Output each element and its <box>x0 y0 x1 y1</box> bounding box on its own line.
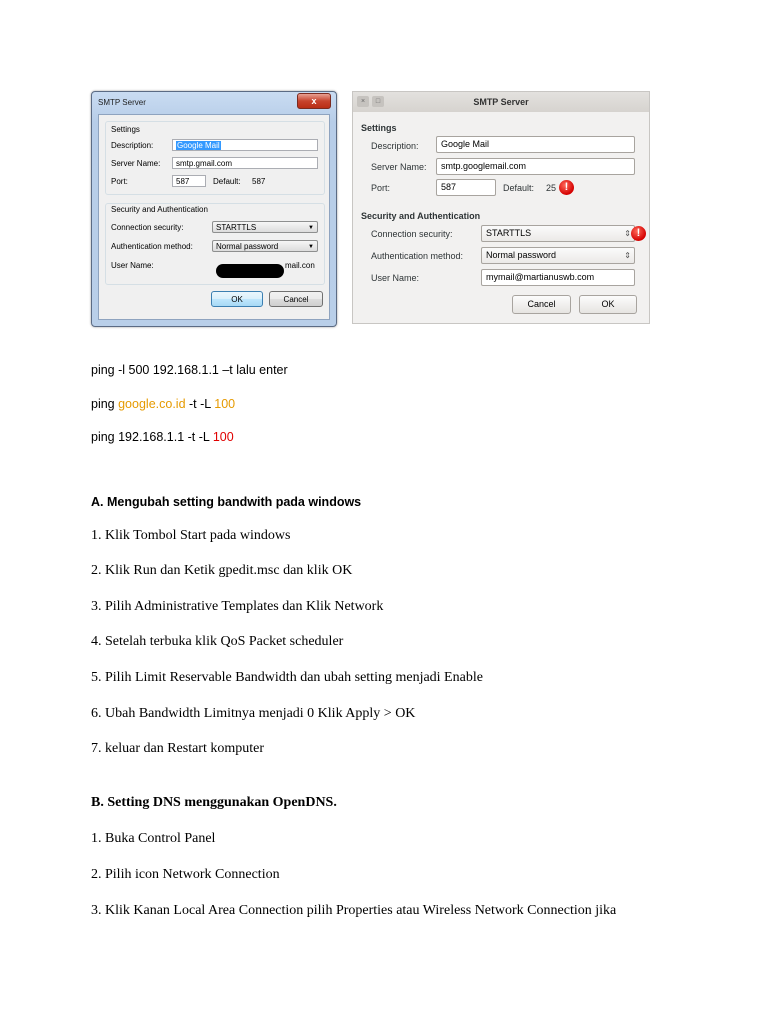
title-bar <box>353 92 649 112</box>
section-a-step: 6. Ubah Bandwidth Limitnya menjadi 0 Klik Apply > OK <box>91 706 416 721</box>
user-name-value[interactable]: mail.con <box>285 261 315 270</box>
port-field[interactable]: 587 <box>436 179 496 196</box>
redaction-mark <box>216 264 284 278</box>
close-icon[interactable]: × <box>357 96 369 107</box>
maximize-icon[interactable]: □ <box>372 96 384 107</box>
cancel-button[interactable]: Cancel <box>269 291 323 307</box>
auth-method-value: Normal password <box>216 242 279 251</box>
section-b-heading: B. Setting DNS menggunakan OpenDNS. <box>91 795 337 810</box>
description-label: Description: <box>371 141 419 151</box>
warning-icon: ! <box>631 226 646 241</box>
section-b-step: 2. Pilih icon Network Connection <box>91 867 280 882</box>
ping-line-1: ping -l 500 192.168.1.1 –t lalu enter <box>91 363 288 377</box>
close-button[interactable]: x <box>297 93 331 109</box>
port-label: Port: <box>371 183 391 193</box>
description-field[interactable]: Google Mail <box>436 136 635 153</box>
description-label: Description: <box>111 141 154 150</box>
cancel-button[interactable]: Cancel <box>512 295 571 314</box>
ping-line-3 <box>91 430 234 444</box>
ok-button[interactable]: OK <box>579 295 637 314</box>
default-value: 25 <box>546 183 557 193</box>
auth-method-select[interactable] <box>212 240 318 252</box>
section-a-step: 5. Pilih Limit Reservable Bandwidth dan ubah setting menjadi Enable <box>91 670 483 685</box>
section-a-step: 1. Klik Tombol Start pada windows <box>91 528 291 543</box>
security-label: Security and Authentication <box>111 205 208 214</box>
port-label: Port: <box>111 177 128 186</box>
user-name-field[interactable]: mymail@martianuswb.com <box>481 269 635 286</box>
connection-security-label: Connection security: <box>111 223 184 232</box>
user-name-label: User Name: <box>371 273 420 283</box>
section-b-step: 1. Buka Control Panel <box>91 831 216 846</box>
dialog-title: SMTP Server <box>473 97 529 107</box>
warning-icon: ! <box>559 180 574 195</box>
updown-arrow-icon: ⇕ <box>624 251 631 260</box>
section-a-step: 4. Setelah terbuka klik QoS Packet scheduler <box>91 634 344 649</box>
server-name-field[interactable]: smtp.gmail.com <box>172 157 318 169</box>
description-field[interactable] <box>172 139 318 151</box>
connection-security-select[interactable] <box>212 221 318 233</box>
connection-security-label: Connection security: <box>371 229 453 239</box>
user-name-label: User Name: <box>111 261 154 270</box>
auth-method-select[interactable] <box>481 247 635 264</box>
section-b-step: 3. Klik Kanan Local Area Connection pilih Properties atau Wireless Network Connection jika <box>91 903 617 918</box>
default-label: Default: <box>213 177 241 186</box>
description-value: Google Mail <box>177 141 220 150</box>
connection-security-value: STARTTLS <box>216 223 257 232</box>
auth-method-value: Normal password <box>486 250 557 260</box>
ping-size: 100 <box>214 397 236 411</box>
connection-security-select[interactable] <box>481 225 635 242</box>
updown-arrow-icon: ⇕ <box>624 229 631 238</box>
auth-method-label: Authentication method: <box>111 242 193 251</box>
ok-button[interactable]: OK <box>211 291 263 307</box>
auth-method-label: Authentication method: <box>371 251 464 261</box>
dialog-title: SMTP Server <box>98 98 146 107</box>
dialog-client-area <box>98 114 330 320</box>
ping-line-2 <box>91 397 235 411</box>
default-value: 587 <box>252 177 266 186</box>
settings-label: Settings <box>361 123 397 133</box>
smtp-dialog-linux <box>352 91 650 324</box>
dropdown-arrow-icon: ▼ <box>308 244 314 250</box>
section-a-step: 3. Pilih Administrative Templates dan Klik Network <box>91 599 384 614</box>
ping-command: ping 192.168.1.1 -t -L <box>91 430 213 444</box>
ping-command: ping <box>91 397 119 411</box>
server-name-label: Server Name: <box>111 159 161 168</box>
port-field[interactable]: 587 <box>172 175 206 187</box>
section-a-step: 2. Klik Run dan Ketik gpedit.msc dan klik OK <box>91 563 353 578</box>
smtp-dialog-windows <box>91 91 337 327</box>
section-a-heading: A. Mengubah setting bandwith pada windows <box>91 495 362 509</box>
ping-size: 100 <box>212 430 234 444</box>
settings-label: Settings <box>111 125 140 134</box>
dropdown-arrow-icon: ▼ <box>308 225 314 231</box>
server-name-field[interactable]: smtp.googlemail.com <box>436 158 635 175</box>
server-name-label: Server Name: <box>371 162 427 172</box>
default-label: Default: <box>503 183 535 193</box>
security-label: Security and Authentication <box>361 211 481 221</box>
ping-flags: -t -L <box>185 397 215 411</box>
connection-security-value: STARTTLS <box>486 228 532 238</box>
section-a-step: 7. keluar dan Restart komputer <box>91 741 265 756</box>
ping-host: google.co.id <box>118 397 186 411</box>
